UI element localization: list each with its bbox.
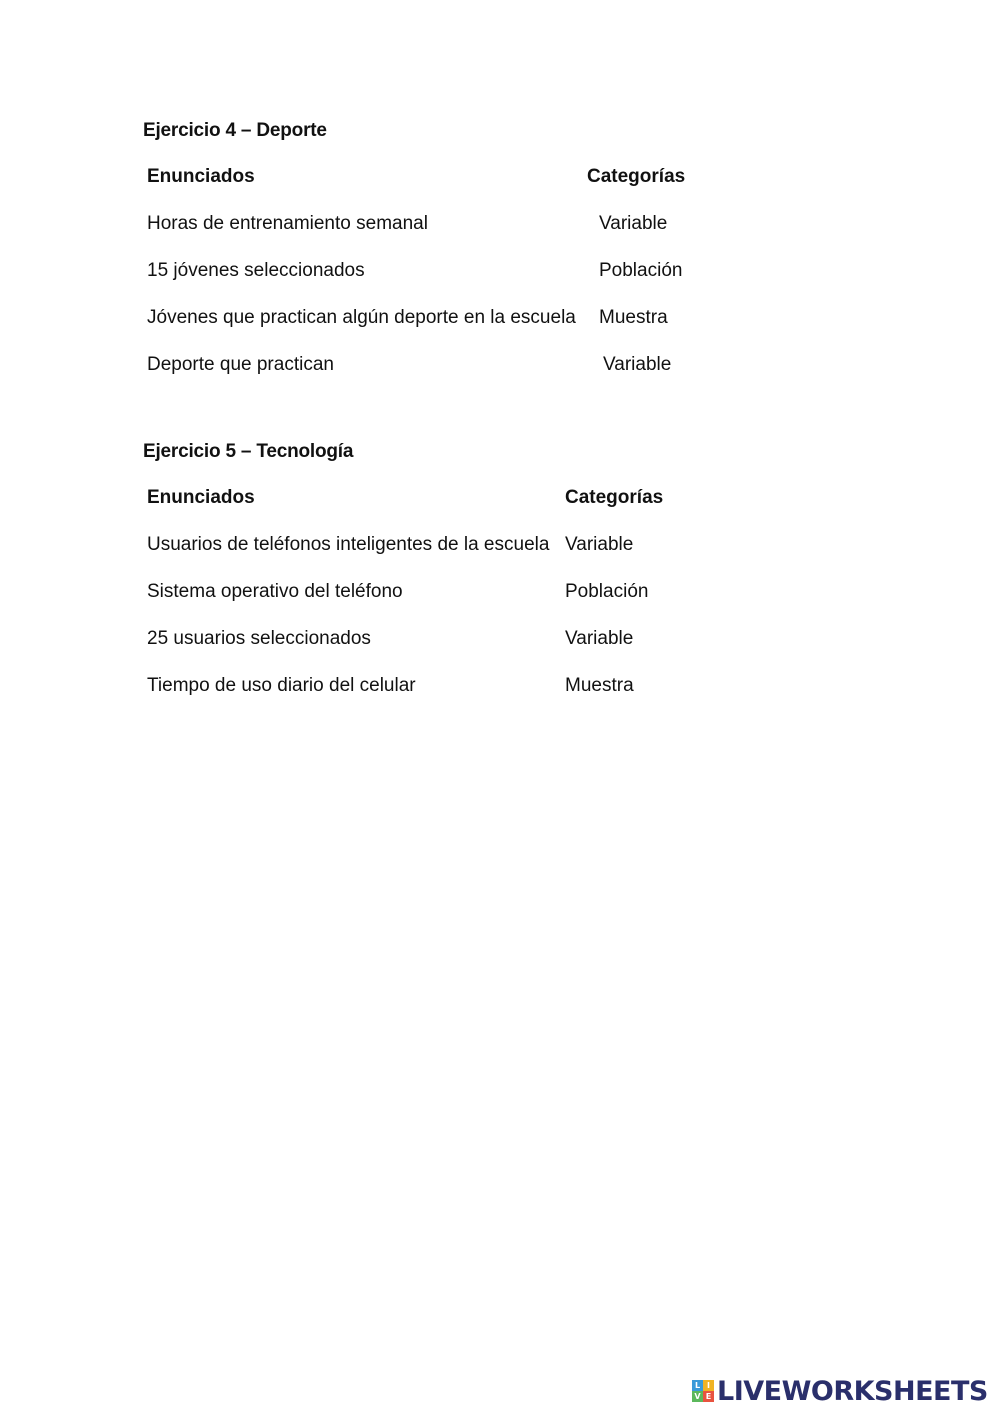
ejercicio-4-categoria[interactable]: Muestra: [599, 307, 668, 328]
logo-mark-letter: L: [692, 1380, 703, 1391]
logo-mark-letter: I: [703, 1380, 714, 1391]
ejercicio-5-header-categorias: Categorías: [565, 487, 664, 508]
ejercicio-4-categoria[interactable]: Variable: [603, 354, 672, 375]
ejercicio-5-enunciado: 25 usuarios seleccionados: [147, 628, 371, 649]
ejercicio-5-categoria[interactable]: Variable: [565, 628, 634, 649]
ejercicio-4-enunciado: Deporte que practican: [147, 354, 334, 375]
liveworksheets-logo-icon: [692, 1380, 714, 1402]
ejercicio-5-categoria[interactable]: Variable: [565, 534, 634, 555]
liveworksheets-logo-text: LIVEWORKSHEETS: [717, 1375, 988, 1407]
ejercicio-5-enunciado: Tiempo de uso diario del celular: [147, 675, 416, 696]
ejercicio-5-title: Ejercicio 5 – Tecnología: [143, 441, 354, 462]
ejercicio-5-categoria[interactable]: Muestra: [565, 675, 634, 696]
ejercicio-5-categoria[interactable]: Población: [565, 581, 649, 602]
ejercicio-5-enunciado: Usuarios de teléfonos inteligentes de la escuela: [147, 534, 550, 555]
ejercicio-4-enunciado: 15 jóvenes seleccionados: [147, 260, 365, 281]
ejercicio-5-enunciado: Sistema operativo del teléfono: [147, 581, 403, 602]
ejercicio-4-categoria[interactable]: Población: [599, 260, 683, 281]
logo-mark-letter: V: [692, 1391, 703, 1402]
ejercicio-5-header-enunciados: Enunciados: [147, 487, 255, 508]
liveworksheets-logo[interactable]: [692, 1375, 988, 1407]
ejercicio-4-title: Ejercicio 4 – Deporte: [143, 120, 327, 141]
ejercicio-4-header-enunciados: Enunciados: [147, 166, 255, 187]
ejercicio-4-enunciado: Horas de entrenamiento semanal: [147, 213, 428, 234]
logo-mark-letter: E: [703, 1391, 714, 1402]
ejercicio-4-header-categorias: Categorías: [587, 166, 686, 187]
ejercicio-4-enunciado: Jóvenes que practican algún deporte en la escuela: [147, 307, 576, 328]
ejercicio-4-categoria[interactable]: Variable: [599, 213, 668, 234]
